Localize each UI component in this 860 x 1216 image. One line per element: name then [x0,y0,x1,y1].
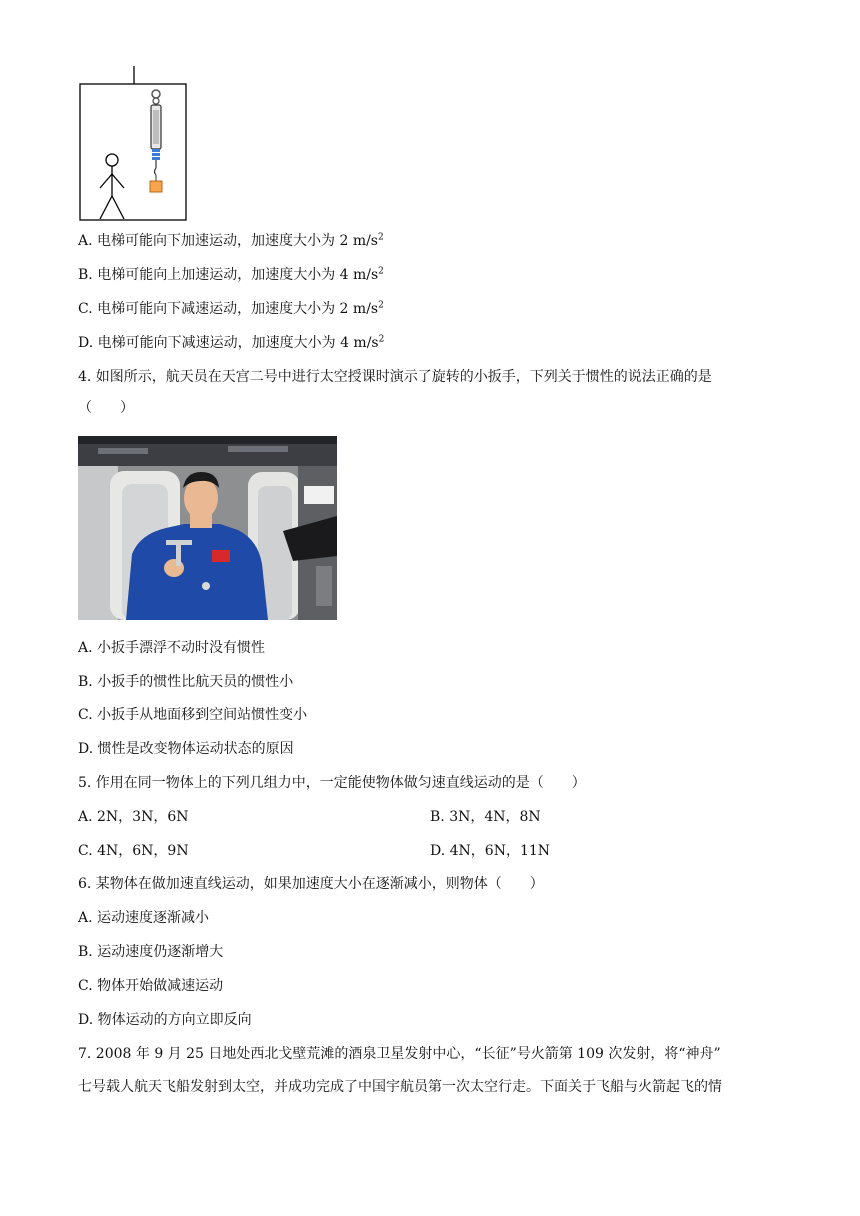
q5-option-d: D. 4N，6N，11N [430,843,551,859]
q7-stem-line1: 7. 2008 年 9 月 25 日地处西北戈壁荒滩的酒泉卫星发射中心，“长征”号火箭第 109 次发射，将“神舟” [78,1046,721,1062]
q4-stem-blank: （ ） [78,400,134,416]
q4-option-b: B. 小扳手的惯性比航天员的惯性小 [78,674,294,690]
elevator-diagram [78,66,190,222]
q3-option-c: C. 电梯可能向下减速运动，加速度大小为 2 $m/s^2$ [78,300,384,317]
q5-stem: 5. 作用在同一物体上的下列几组力中，一定能使物体做匀速直线运动的是（ ） [78,775,586,791]
q6-stem: 6. 某物体在做加速直线运动，如果加速度大小在逐渐减小，则物体（ ） [78,876,544,892]
q6-option-c: C. 物体开始做减速运动 [78,978,224,994]
q6-option-a: A. 运动速度逐渐减小 [78,910,210,926]
q5-option-a: A. 2N，3N，6N [78,809,189,825]
q4-option-d: D. 惯性是改变物体运动状态的原因 [78,741,294,757]
q6-option-b: B. 运动速度仍逐渐增大 [78,944,224,960]
q4-option-a: A. 小扳手漂浮不动时没有惯性 [78,640,266,656]
q4-stem: 4. 如图所示，航天员在天宫二号中进行太空授课时演示了旋转的小扳手，下列关于惯性的说法正确的是 [78,369,712,385]
q3-option-b: B. 电梯可能向上加速运动，加速度大小为 4 $m/s^2$ [78,266,384,283]
q6-option-d: D. 物体运动的方向立即反向 [78,1012,252,1028]
q3-option-d: D. 电梯可能向下减速运动，加速度大小为 4 $m/s^2$ [78,334,385,351]
q5-option-b: B. 3N，4N，8N [430,809,541,825]
q5-option-c: C. 4N，6N，9N [78,843,189,859]
q3-option-a: A. 电梯可能向下加速运动，加速度大小为 2 $m/s^2$ [78,232,384,249]
astronaut-photo [78,436,337,620]
q7-stem-line2: 七号载人航天飞船发射到太空，并成功完成了中国宇航员第一次太空行走。下面关于飞船与火箭起飞的情 [78,1079,722,1095]
q4-option-c: C. 小扳手从地面移到空间站惯性变小 [78,707,308,723]
